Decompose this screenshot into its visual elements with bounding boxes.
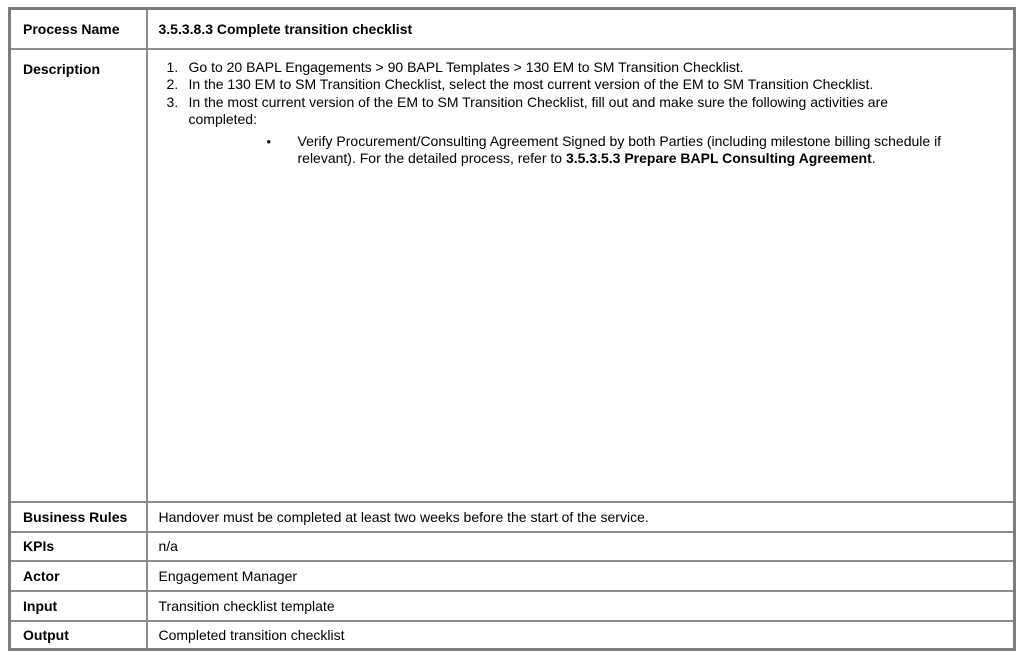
table-row-description <box>10 49 1015 502</box>
kpis-value: n/a <box>147 532 1015 561</box>
description-step-2 <box>159 76 1004 94</box>
bullet-text-regular: Verify Procurement/Consulting Agreement Signed by both Parties (including milestone billing schedule if relevant). For the detailed process, refer to <box>297 132 942 166</box>
row-label-description: Description <box>10 49 147 502</box>
process-name-value: 3.5.3.8.3 Complete transition checklist <box>147 9 1015 49</box>
table-row-output <box>10 621 1015 650</box>
row-label-actor: Actor <box>10 561 147 591</box>
step-text: In the 130 EM to SM Transition Checklist, select the most current version of the EM to SM Transition Checklist. <box>188 76 874 92</box>
process-definition-table <box>8 7 1016 651</box>
row-label-process-name: Process Name <box>10 9 147 49</box>
bullet-text <box>298 133 988 168</box>
table-row-process-name <box>10 9 1015 49</box>
bullet-text-bold-reference: 3.5.3.5.3 Prepare BAPL Consulting Agreement <box>565 150 872 166</box>
bullet-icon: • <box>266 133 272 149</box>
table-row-kpis <box>10 532 1015 561</box>
row-label-business-rules: Business Rules <box>10 502 147 532</box>
table-row-actor <box>10 561 1015 591</box>
bullet-text-suffix: . <box>871 150 876 166</box>
business-rules-value: Handover must be completed at least two weeks before the start of the service. <box>147 502 1015 532</box>
input-value: Transition checklist template <box>147 591 1015 621</box>
description-step-3 <box>159 94 1004 129</box>
table-row-input <box>10 591 1015 621</box>
description-step-1 <box>159 59 1004 77</box>
description-content <box>159 50 1004 168</box>
description-bullet-item <box>159 133 1004 168</box>
step-number: 1. <box>166 58 179 75</box>
row-label-input: Input <box>10 591 147 621</box>
actor-value: Engagement Manager <box>147 561 1015 591</box>
output-value: Completed transition checklist <box>147 621 1015 650</box>
row-label-output: Output <box>10 621 147 650</box>
row-label-kpis: KPIs <box>10 532 147 561</box>
step-number: 2. <box>166 76 179 92</box>
step-number: 3. <box>166 93 179 110</box>
step-text: In the most current version of the EM to SM Transition Checklist, fill out and make sure the following activities are completed: <box>188 93 889 127</box>
description-cell <box>147 49 1015 502</box>
table-row-business-rules <box>10 502 1015 532</box>
step-text: Go to 20 BAPL Engagements > 90 BAPL Templates > 130 EM to SM Transition Checklist. <box>188 58 744 75</box>
